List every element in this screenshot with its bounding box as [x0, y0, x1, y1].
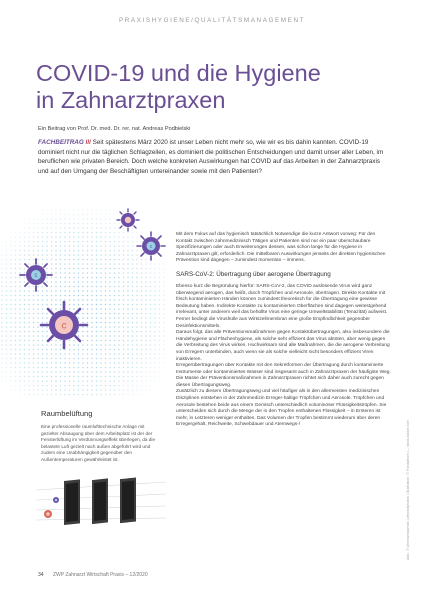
aerosol-virus-illustration — [0, 208, 175, 398]
title-line-1: COVID-19 und die Hygiene — [36, 60, 321, 86]
main-column — [176, 232, 392, 429]
virus-icon — [20, 259, 52, 291]
page-number: 34 — [38, 572, 44, 578]
sidebar-body: Eine professionelle raumlufttechnische Anlage mit gezielter Absaugung über dem Arbeitsplatz ist der der Fensterlüftung im Verdünnungseffekt überlegen, da die belastete Luft gezielt nach außen abgeführt wird und zudem eine Unabhängigkeit gegenüber den Außentemperaturen gewährleistet ist. — [41, 424, 156, 462]
body-paragraph: Erregerübertragungen über Kontakte mit den Sekretformen der Übertragung durch kontaminierte Instrumente oder kontaminiertes Wasser sind insgesamt auch in Zahnarztpraxen der häufigste Weg. Die Masse der Präventionsmaßnahmen in Zahnarztpraxen richtet sich daher auch zurecht gegen diesen Übertragungsweg. — [176, 363, 391, 388]
aerosol-dots — [0, 208, 165, 398]
body-paragraph: Ebenso kurz die Begründung hierfür: SARS-CoV-2, das COVID auslösende Virus wird ganz überwiegend aerogen, das heißt, durch Tröpfchen und Aerosole, übertragen. Direkte Kontakte mit frisch kontaminierten Händen können zumindest theoretisch für die Übertragung eine gewisse Bedeutung haben. Indirekte Kontakte zu kontaminierten Oberflächen sind dagegen weitestgehend irrelevant, unter anderem weil das behüllte Virus eine geringe Umweltstabilität (Tenazität) aufweist. Ferner bedingt die Virushülle aus Wirtszellmembran eine große Empfindlichkeit gegenüber Desinfektionsmitteln. — [176, 283, 388, 329]
title-line-2: in Zahnarztpraxen — [36, 87, 226, 113]
subheading: SARS-CoV-2: Übertragung über aerogene Übertragung — [176, 270, 331, 278]
author-byline: Ein Beitrag von Prof. Dr. med. Dr. rer. nat. Andreas Podbielski — [38, 126, 191, 132]
filter-panel — [64, 479, 80, 525]
ventilation-filter-illustration — [36, 470, 166, 540]
virus-icon — [53, 497, 59, 503]
body-paragraph: Mit dem Fokus auf das hygienisch tatsächlich Notwendige die kurze Antwort vorweg: Für den Kontakt zwischen zahnmedizinisch Tätigen und Patienten sind nur ein paar überschaubare Spezifizierungen oder auch Erweiterungen dessen, was schon lange für die Hygiene in Zahnarztpraxen gilt, erforderlich. Die mittelbaren Auswirkungen jenseits der direkten hygienischen Prävention sind dagegen – zumindest momentan – immens. — [176, 232, 386, 264]
lead-kicker: FACHBEITRAG — [38, 139, 84, 146]
body-paragraph: Daraus folgt, das alle Präventionsmaßnahmen gegen Kontaktübertragungen, also insbesondere die Händehygiene und Flächenhygiene, als solche sehr effizient das Virus abtöten, aber wenig gegen die Verbreitung des Virus wirken. Hochwirksam sind alle Maßnahmen, die die aerogene Verbreitung von Erregern unterbinden, auch wenn sie als solche vielleicht nicht besonders effizient Viren inaktivieren. — [176, 330, 390, 362]
lead-text: Seit spätestens März 2020 ist unser Leben nicht mehr so, wie wir es bis dahin kannten. COVID-19 dominiert nicht nur die täglichen Schlagzeilen, es dominiert die politischen Entscheidungen und damit unser aller Leben, im beruflichen wie privaten Bereich. Doch welche konkreten Auswirkungen hat COVID auf das Arbeiten in der Zahnarztpraxis und auf den Umgang der Beschäftigten untereinander sowie mit den Patienten? — [38, 139, 384, 175]
virus-icon — [117, 209, 139, 231]
page-title — [36, 60, 396, 114]
svg-text:c: c — [61, 320, 67, 332]
filter-panel — [120, 477, 136, 523]
svg-text:c: c — [34, 273, 38, 279]
virus-icon — [41, 302, 87, 348]
page-footer — [38, 572, 148, 578]
sidebar-heading: Raumbelüftung — [41, 409, 93, 418]
lead-slashes: /// — [85, 139, 91, 146]
svg-text:c: c — [149, 244, 153, 250]
body-paragraph: Zusätzlich zu diesem Übertragungsweg und viel häufiger als in den allermeisten medizinischen Disziplinen entstehen in der Zahnmedizin Erreger-haltige Tröpfchen und Aerosole. Tröpfchen und Aerosole bestehen beide aus einem Gemisch unterschiedlich voluminöser Flüssigkeitströpfen. Sie unterscheiden sich durch die Menge der in den Tropfen enthaltenen Flüssigkeit – in Ersteren ist mehr, in Letzteren weniger enthalten. Das Volumen der Tropfen bestimmt wiederum über deren Erregergehalt, Reichweite, Schwebdauer und Atemwegs-/ — [176, 389, 387, 428]
journal-name: ZWP Zahnarzt Wirtschaft Praxis – 12/2020 — [52, 572, 148, 578]
section-header: PRAXISHYGIENE/QUALITÄTSMANAGEMENT — [118, 17, 306, 24]
lead-paragraph — [38, 138, 390, 176]
virus-icon — [44, 510, 52, 518]
image-credit: Abb.: © phonlamaiphoto | depositphotos | Illustration: © Fondateurs | – stock.adobe.com — [406, 419, 410, 560]
virus-icon — [137, 232, 165, 260]
filter-panel — [92, 478, 108, 524]
